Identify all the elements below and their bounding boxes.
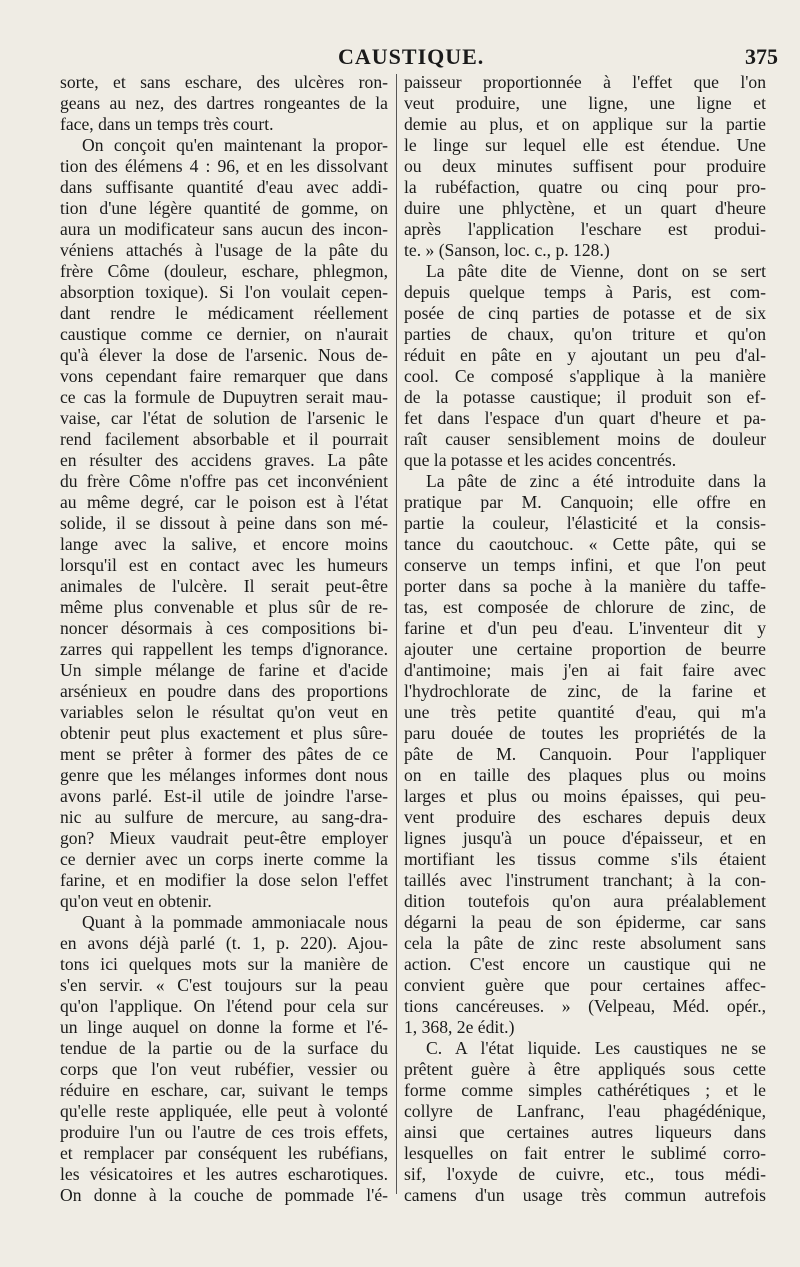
text-line: noncer désormais à ces compositions bi- xyxy=(60,618,388,638)
text-line: convient guère que pour certaines affec- xyxy=(404,975,766,995)
text-line: un linge auquel on donne la forme et l'é- xyxy=(60,1017,388,1037)
text-line: et remplacer par conséquent les rubéfians, xyxy=(60,1143,388,1163)
text-line: camens d'un usage très commun autrefois xyxy=(404,1185,766,1205)
text-line: partie la couleur, l'élasticité et la consis- xyxy=(404,513,766,533)
text-line: que la potasse et les acides concentrés. xyxy=(404,450,677,470)
text-line: ajouter une certaine proportion de beurre xyxy=(404,639,766,659)
text-line: taillés avec l'instrument tranchant; à la con- xyxy=(404,870,766,890)
text-line: avons parlé. Est-il utile de joindre l'arse- xyxy=(60,786,388,806)
text-line: vent produire des eschares depuis deux xyxy=(404,807,766,827)
text-line: demie au plus, et on applique sur la partie xyxy=(404,114,766,134)
page-number: 375 xyxy=(745,44,778,69)
text-line: tas, est composée de chlorure de zinc, de xyxy=(404,597,766,617)
text-line: vons cependant faire remarquer que dans xyxy=(60,366,388,386)
text-line: d'antimoine; mais j'en ai fait faire avec xyxy=(404,660,766,680)
text-line: action. C'est encore un caustique qui ne xyxy=(404,954,766,974)
text-line: C. A l'état liquide. Les caustiques ne se xyxy=(426,1038,766,1058)
left-column xyxy=(60,72,388,1206)
text-line: Un simple mélange de farine et d'acide xyxy=(60,660,388,680)
running-header xyxy=(0,44,800,72)
text-line: arsénieux en poudre dans des proportions xyxy=(60,681,388,701)
text-line: le linge sur lequel elle est étendue. Une xyxy=(404,135,766,155)
text-line: animales de l'ulcère. Il serait peut-être xyxy=(60,576,388,596)
text-line: collyre de Lanfranc, l'eau phagédénique, xyxy=(404,1101,766,1121)
text-line: tion des élémens 4 : 96, et en les dissolvant xyxy=(60,156,388,176)
text-line: lesquelles on fait entrer le sublimé corro- xyxy=(404,1143,766,1163)
text-line: genre que les mélanges informes dont nous xyxy=(60,765,388,785)
text-line: parties de chaux, qu'on triture et qu'on xyxy=(404,324,766,344)
text-line: réduit en pâte en y ajoutant un peu d'al- xyxy=(404,345,766,365)
text-line: paru douée de toutes les propriétés de la xyxy=(404,723,766,743)
text-line: veut produire, une ligne, une ligne et xyxy=(404,93,766,113)
text-line: On donne à la couche de pommade l'é- xyxy=(60,1185,388,1205)
text-line: larges et plus ou moins épaisses, qui peu- xyxy=(404,786,766,806)
text-line: pratique par M. Canquoin; elle offre en xyxy=(404,492,766,512)
text-line: dant rendre le médicament réellement xyxy=(60,303,388,323)
text-line: rend facilement absorbable et il pourrait xyxy=(60,429,388,449)
text-line: tons ici quelques mots sur la manière de xyxy=(60,954,388,974)
text-line: conserve un temps infini, et que l'on peut xyxy=(404,555,766,575)
text-line: lignes jusqu'à un pouce d'épaisseur, et en xyxy=(404,828,766,848)
text-line: de la potasse caustique; il produit son ef- xyxy=(404,387,766,407)
text-line: on en taille des plaques plus ou moins xyxy=(404,765,766,785)
text-line: produire l'un ou l'autre de ces trois effets, xyxy=(60,1122,388,1142)
text-line: qu'elle reste appliquée, elle peut à volonté xyxy=(60,1101,388,1121)
text-line: frère Côme (douleur, eschare, phlegmon, xyxy=(60,261,388,281)
text-line: lorsqu'il est en contact avec les humeurs xyxy=(60,555,388,575)
text-line: qu'à élever la dose de l'arsenic. Nous de- xyxy=(60,345,388,365)
text-line: duire une phlyctène, et un quart d'heure xyxy=(404,198,766,218)
text-line: 1, 368, 2e édit.) xyxy=(404,1017,515,1037)
text-line: au même degré, car le poison est à l'état xyxy=(60,492,388,512)
column-divider xyxy=(396,74,397,1194)
text-line: dition toutefois qu'on aura préalablement xyxy=(404,891,766,911)
text-line: ce cas la formule de Dupuytren serait mau- xyxy=(60,387,388,407)
text-line: cela la pâte de zinc reste absolument sans xyxy=(404,933,766,953)
text-line: sif, l'oxyde de cuivre, etc., tous médi- xyxy=(404,1164,766,1184)
text-line: tance du caoutchouc. « Cette pâte, qui se xyxy=(404,534,766,554)
text-line: paisseur proportionnée à l'effet que l'on xyxy=(404,72,766,92)
text-line: une très petite quantité d'eau, qui m'a xyxy=(404,702,766,722)
text-line: l'hydrochlorate de zinc, de la farine et xyxy=(404,681,766,701)
text-line: ce dernier avec un corps inerte comme la xyxy=(60,849,388,869)
text-line: dégarni la peau de son épiderme, car sans xyxy=(404,912,766,932)
text-line: qu'on veut en obtenir. xyxy=(60,891,212,911)
text-line: farine et d'un peu d'eau. L'inventeur dit y xyxy=(404,618,766,638)
text-line: gon? Mieux vaudrait peut-être employer xyxy=(60,828,388,848)
text-line: zarres qui rappellent les temps d'ignorance. xyxy=(60,639,388,659)
text-line: ainsi que certaines autres liqueurs dans xyxy=(404,1122,766,1142)
text-line: forme comme simples cathérétiques ; et le xyxy=(404,1080,766,1100)
text-line: en avons déjà parlé (t. 1, p. 220). Ajou- xyxy=(60,933,388,953)
text-line: posée de cinq parties de potasse et de six xyxy=(404,303,766,323)
text-line: véniens attachés à l'usage de la pâte du xyxy=(60,240,388,260)
text-line: tions cancéreuses. » (Velpeau, Méd. opér., xyxy=(404,996,766,1016)
text-line: prêtent guère à être appliqués sous cette xyxy=(404,1059,766,1079)
text-line: les vésicatoires et les autres escharotiques. xyxy=(60,1164,388,1184)
text-line: On conçoit qu'en maintenant la propor- xyxy=(82,135,388,155)
text-line: qu'on l'applique. On l'étend pour cela sur xyxy=(60,996,388,1016)
text-line: la rubéfaction, quatre ou cinq pour pro- xyxy=(404,177,766,197)
text-line: raît causer sensiblement moins de douleur xyxy=(404,429,766,449)
text-line: après l'application l'eschare est produi- xyxy=(404,219,766,239)
text-line: dans suffisante quantité d'eau avec addi- xyxy=(60,177,388,197)
text-line: La pâte de zinc a été introduite dans la xyxy=(426,471,766,491)
running-title: CAUSTIQUE. xyxy=(338,44,485,69)
text-line: ou deux minutes suffisent pour produire xyxy=(404,156,766,176)
right-column xyxy=(404,72,766,1206)
text-line: corps que l'on veut rubéfier, vessier ou xyxy=(60,1059,388,1079)
text-line: te. » (Sanson, loc. c., p. 128.) xyxy=(404,240,610,260)
text-line: variables selon le résultat qu'on veut en xyxy=(60,702,388,722)
text-line: obtenir peut plus exactement et plus sûre- xyxy=(60,723,388,743)
text-line: ment se prêter à former des pâtes de ce xyxy=(60,744,388,764)
text-line: farine, et en modifier la dose selon l'effet xyxy=(60,870,388,890)
text-line: solide, il se dissout à peine dans son mé- xyxy=(60,513,388,533)
text-line: en résulter des accidens graves. La pâte xyxy=(60,450,388,470)
text-line: aura un modificateur sans aucun des incon- xyxy=(60,219,388,239)
text-line: tendue de la partie ou de la surface du xyxy=(60,1038,388,1058)
text-line: face, dans un temps très court. xyxy=(60,114,274,134)
text-line: Quant à la pommade ammoniacale nous xyxy=(82,912,388,932)
text-line: pâte de M. Canquoin. Pour l'appliquer xyxy=(404,744,766,764)
text-line: s'en servir. « C'est toujours sur la peau xyxy=(60,975,388,995)
text-line: La pâte dite de Vienne, dont on se sert xyxy=(426,261,766,281)
text-line: fet dans l'espace d'un quart d'heure et pa- xyxy=(404,408,766,428)
text-line: geans au nez, des dartres rongeantes de la xyxy=(60,93,388,113)
text-line: du frère Côme n'offre pas cet inconvénient xyxy=(60,471,388,491)
text-line: absorption toxique). Si l'on voulait cepen- xyxy=(60,282,388,302)
text-line: réduire en eschare, car, suivant le temps xyxy=(60,1080,388,1100)
text-line: tion d'une légère quantité de gomme, on xyxy=(60,198,388,218)
text-line: lange avec la salive, et encore moins xyxy=(60,534,388,554)
text-line: sorte, et sans eschare, des ulcères ron- xyxy=(60,72,388,92)
text-line: cool. Ce composé s'applique à la manière xyxy=(404,366,766,386)
text-line: caustique comme ce dernier, on n'aurait xyxy=(60,324,388,344)
text-line: même plus convenable et plus sûr de re- xyxy=(60,597,388,617)
text-line: mortifiant les tissus comme s'ils étaient xyxy=(404,849,766,869)
text-line: vaise, car l'état de solution de l'arsenic le xyxy=(60,408,388,428)
text-line: nic au sulfure de mercure, au sang-dra- xyxy=(60,807,388,827)
text-line: depuis quelque temps à Paris, est com- xyxy=(404,282,766,302)
text-line: porter dans sa poche à la manière du taffe- xyxy=(404,576,766,596)
